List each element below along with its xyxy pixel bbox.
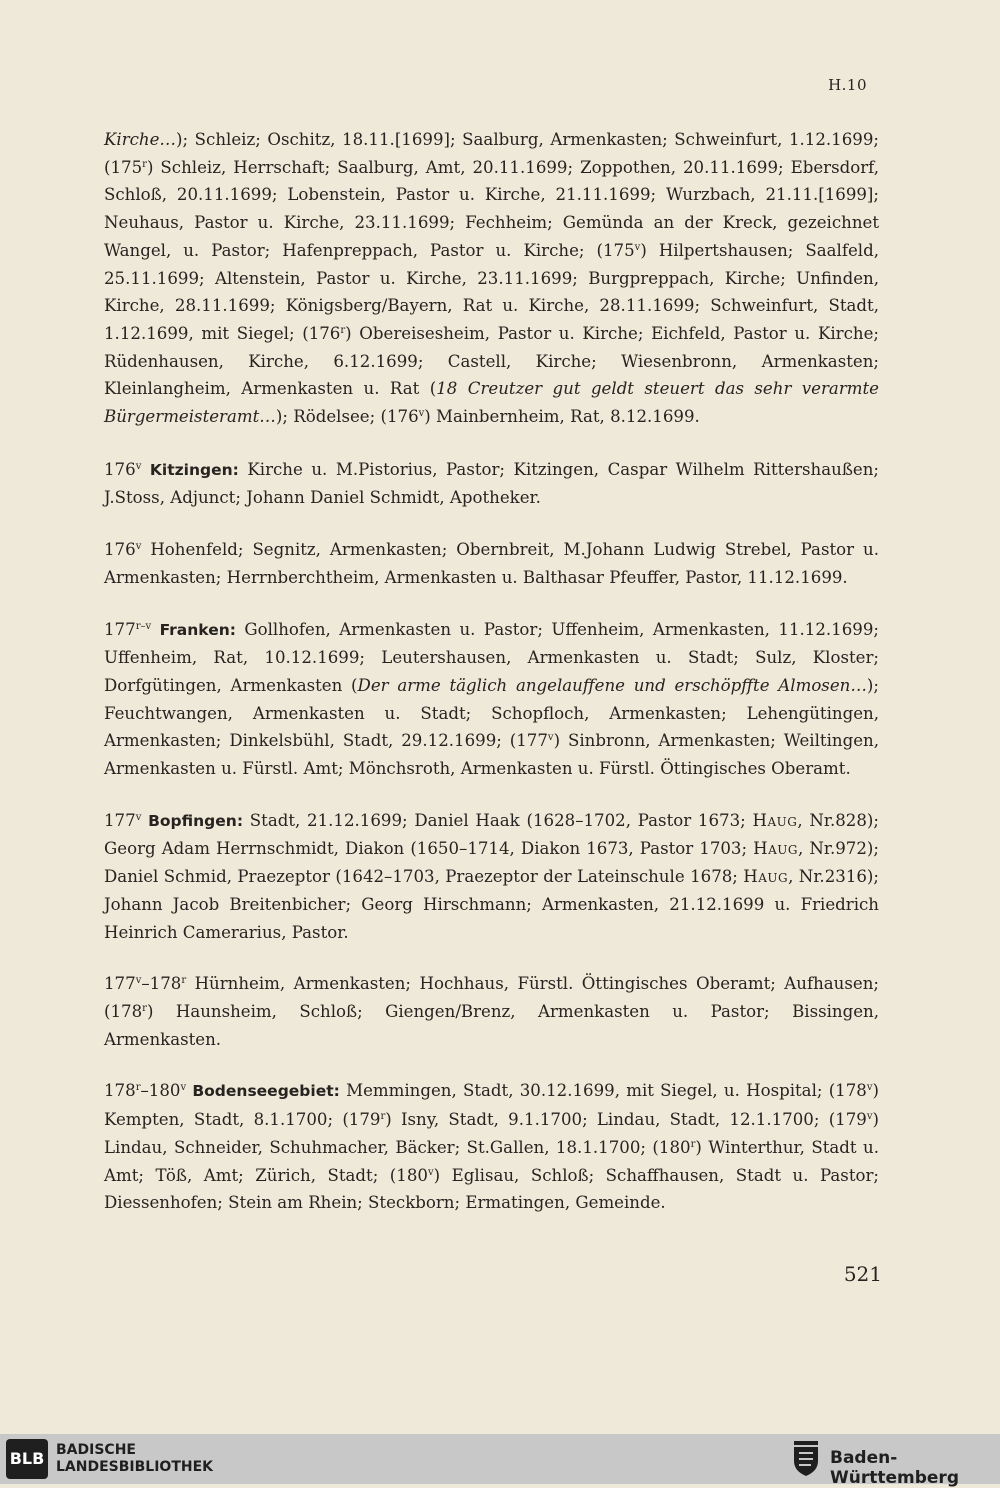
- folio-number: 177: [104, 974, 136, 994]
- region-heading: Franken:: [159, 620, 236, 639]
- folio-side: r: [142, 158, 147, 170]
- entry-text: Hohenfeld; Segnitz, Armenkasten; Obernbreit, M.Johann Ludwig Strebel, Pastor u. Armenkasten; Herrnberchtheim, Armenkasten u. Balthasar Pfeuffer, Pastor, 11.12.1699.: [104, 540, 879, 587]
- entry-bopfingen: [104, 807, 879, 947]
- folio-number: 176: [104, 459, 136, 479]
- entry-huernheim: [104, 970, 879, 1053]
- folio-number: 177: [104, 810, 136, 830]
- entry-text: ); Feuchtwangen, Armenkasten u. Stadt; Schopfloch, Armenkasten; Lehengütingen, Armenkasten; Dinkelsbühl, Stadt, 29.12.1699; (177: [104, 675, 879, 751]
- folio-side: r: [181, 975, 187, 987]
- entry-text: , Nr.828); Georg Adam Herrnschmidt, Diakon (1650–1714, Diakon 1673, Pastor 1703;: [104, 810, 879, 859]
- italic-text: Kirche…: [104, 130, 177, 149]
- folio-side: v: [866, 1082, 873, 1094]
- folio-side: r: [135, 1082, 141, 1094]
- entry-hohenfeld: [104, 536, 879, 591]
- folio-side: v: [634, 241, 641, 253]
- folio-number: 178: [104, 1081, 136, 1101]
- page-body: [104, 126, 879, 1241]
- entry-continuation: [104, 126, 879, 431]
- entry-text: Memmingen, Stadt, 30.12.1699, mit Siegel, u. Hospital; (178: [339, 1081, 867, 1101]
- folio-side: v: [418, 408, 425, 420]
- state-name[interactable]: Baden-Württemberg: [830, 1448, 959, 1488]
- folio-side: v: [135, 541, 142, 553]
- region-heading: Bopfingen:: [148, 811, 244, 830]
- folio-number: –178: [141, 974, 182, 994]
- region-heading: Kitzingen:: [149, 460, 239, 479]
- entry-text: , Nr.972); Daniel Schmid, Praezeptor (1642–1703, Praezeptor der Lateinschule 1678;: [104, 839, 879, 887]
- folio-side: r–v: [135, 620, 152, 632]
- folio-side: v: [547, 732, 554, 744]
- folio-side: r: [340, 324, 346, 336]
- blb-logo[interactable]: BLB: [6, 1439, 48, 1479]
- entry-text: ) Schleiz, Herrschaft; Saalburg, Amt, 20.11.1699; Zoppothen, 20.11.1699; Ebersdorf, Schloß, 20.11.1699; Lobenstein, Pastor u. Kirche, 21.11.1699; Wurzbach, 21.11.[1699]; Neuhaus, Pastor u. Kirche, 23.11.1699; Fechheim; Gemünda an der Kreck, gezeichnet Wangel, u. Pastor; Hafenpreppach, Pastor u. Kirche; (175: [104, 157, 879, 260]
- entry-text: ) Kempten, Stadt, 8.1.1700; (179: [104, 1081, 879, 1130]
- entry-text: Hürnheim, Armenkasten; Hochhaus, Fürstl. Öttingisches Oberamt; Aufhausen; (178: [104, 974, 879, 1021]
- running-head: H.10: [828, 76, 867, 94]
- footer-bar: [0, 1434, 1000, 1488]
- entry-text: ) Haunsheim, Schloß; Giengen/Brenz, Armenkasten u. Pastor; Bissingen, Armenkasten.: [104, 1001, 879, 1049]
- author-reference: Haug: [743, 867, 789, 887]
- folio-number: –180: [140, 1081, 181, 1101]
- entry-franken: [104, 616, 879, 783]
- entry-text: ) Lindau, Schneider, Schuhmacher, Bäcker; St.Gallen, 18.1.1700; (180: [104, 1110, 879, 1157]
- entry-text: Kirche u. M.Pistorius, Pastor; Kitzingen, Caspar Wilhelm Rittershaußen; J.Stoss, Adjunct; Johann Daniel Schmidt, Apotheker.: [104, 459, 879, 508]
- entry-text: , Nr.2316); Johann Jacob Breitenbicher; Georg Hirschmann; Armenkasten, 21.12.1699 u. Friedrich Heinrich Camerarius, Pastor.: [104, 867, 879, 942]
- library-name-line1: BADISCHE: [56, 1442, 136, 1458]
- page-number: 521: [843, 1262, 882, 1286]
- entry-kitzingen: [104, 456, 879, 512]
- lion-crest-icon[interactable]: [790, 1441, 822, 1477]
- entry-text: ) Sinbronn, Armenkasten; Weiltingen, Armenkasten u. Fürstl. Amt; Mönchsroth, Armenkasten u. Fürstl. Öttingisches Oberamt.: [104, 731, 879, 779]
- folio-side: r: [380, 1111, 386, 1123]
- folio-side: v: [427, 1166, 434, 1178]
- author-reference: Haug: [753, 839, 798, 859]
- library-name-line2: LANDESBIBLIOTHEK: [56, 1459, 214, 1475]
- entry-text: ) Isny, Stadt, 9.1.1700; Lindau, Stadt, 12.1.1700; (179: [385, 1110, 867, 1130]
- folio-side: r: [142, 1002, 147, 1014]
- italic-quote: 18 Creutzer gut geldt steuert das sehr verarmte Bürgermeisteramt…: [104, 379, 879, 427]
- entry-text: ) Mainbernheim, Rat, 8.12.1699.: [424, 407, 700, 427]
- folio-number: 176: [104, 540, 136, 560]
- entry-text: Gollhofen, Armenkasten u. Pastor; Uffenheim, Armenkasten, 11.12.1699; Uffenheim, Rat, 10.12.1699; Leutershausen, Armenkasten u. Stadt; Sulz, Kloster; Dorfgütingen, Armenkasten (: [104, 619, 879, 695]
- entry-bodenseegebiet: [104, 1077, 879, 1217]
- entry-text: ); Schleiz; Oschitz, 18.11.[1699]; Saalburg, Armenkasten; Schweinfurt, 1.12.1699; (175: [104, 130, 879, 177]
- library-name[interactable]: [56, 1442, 213, 1476]
- folio-side: v: [135, 975, 142, 987]
- folio-side: v: [135, 460, 142, 472]
- folio-side: v: [135, 811, 142, 823]
- folio-side: v: [866, 1111, 873, 1123]
- entry-text: ) Obereisesheim, Pastor u. Kirche; Eichfeld, Pastor u. Kirche; Rüdenhausen, Kirche, 6.12.1699; Castell, Kirche; Wiesenbronn, Armenkasten; Kleinlangheim, Armenkasten u. Rat (: [104, 323, 879, 399]
- entry-text: ) Hilpertshausen; Saalfeld, 25.11.1699; Altenstein, Pastor u. Kirche, 23.11.1699; Burgpreppach, Kirche; Unfinden, Kirche, 28.11.1699; Königsberg/Bayern, Rat u. Kirche, 28.11.1699; Schweinfurt, Stadt, 1.12.1699, mit Siegel; (176: [104, 240, 879, 343]
- author-reference: Haug: [752, 810, 798, 830]
- italic-quote: Der arme täglich angelauffene und erschöpffte Almosen…: [357, 675, 867, 695]
- entry-text: ) Winterthur, Stadt u. Amt; Töß, Amt; Zürich, Stadt; (180: [104, 1137, 879, 1185]
- folio-side: v: [180, 1082, 187, 1094]
- entry-text: ) Eglisau, Schloß; Schaffhausen, Stadt u. Pastor; Diessenhofen; Stein am Rhein; Steckborn; Ermatingen, Gemeinde.: [104, 1165, 879, 1213]
- folio-number: 177: [104, 619, 136, 639]
- entry-text: Stadt, 21.12.1699; Daniel Haak (1628–1702, Pastor 1673;: [243, 810, 753, 830]
- folio-side: r: [690, 1138, 696, 1150]
- entry-text: ); Rödelsee; (176: [275, 407, 419, 427]
- region-heading: Bodenseegebiet:: [192, 1082, 340, 1101]
